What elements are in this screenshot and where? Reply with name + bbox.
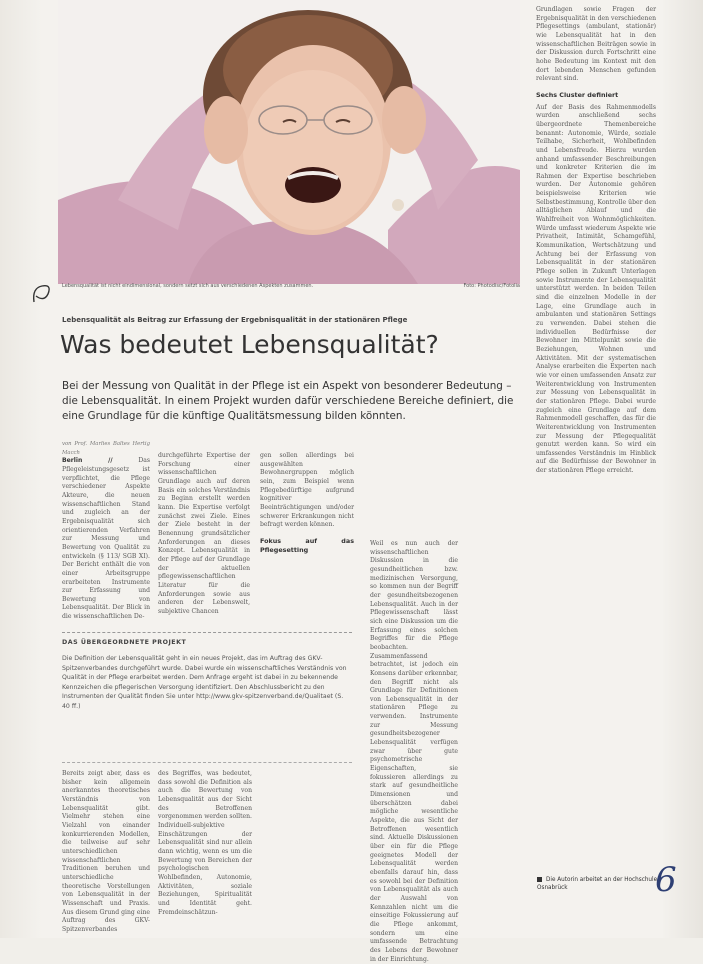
info-box-heading: DAS ÜBERGEORDNETE PROJEKT bbox=[62, 639, 187, 646]
article-kicker: Lebensqualität als Beitrag zur Erfassung der Ergebnisqualität in der stationären Pflege bbox=[62, 316, 408, 324]
section-divider bbox=[62, 762, 352, 763]
column-2-lower bbox=[158, 770, 252, 916]
photo-caption: Lebensqualität ist nicht eindimensional, sondern setzt sich aus verschiedenen Aspekten zusammen. bbox=[62, 283, 314, 289]
laughing-woman-image bbox=[58, 0, 520, 284]
info-box-text: Die Definition der Lebensqualität geht in ein neues Projekt, das im Auftrag des GKV-Spitzenverbandes durchgeführt wurde. Dabei wurde ein wissenschaftliches Verständnis von Qualität in der Pflege erarbeitet werden. Dem Anfrage ergeht ist dabei in zu bekennende Kennzeichen die pflegerischen Versorgung identifiziert. Den Abschlussbericht zu den Instrumenten der Qualität finden Sie unter http://www.gkv-spitzenverband.de/Qualitaet (S. 40 ff.) bbox=[62, 655, 347, 710]
article-byline: von Prof. Marlies Baltes Hertig Macch bbox=[62, 441, 150, 456]
box-divider bbox=[62, 632, 352, 633]
author-note bbox=[537, 876, 667, 892]
column-2-upper bbox=[158, 452, 250, 614]
article-headline: Was bedeutet Lebensqualität? bbox=[60, 330, 439, 359]
column-3-upper bbox=[260, 452, 354, 628]
column-3-subheading: Fokus auf das Pflegesetting bbox=[260, 536, 354, 554]
column-3-lower bbox=[370, 540, 458, 963]
column-3-text: gen sollen allerdings bei ausgewählten Bewohnergruppen möglich sein, zum Beispiel wenn Pflegebedürftige aufgrund kognitiver Beeinträchtigungen und/oder schwerer Erkrankungen nicht befragt werden können. bbox=[260, 452, 354, 529]
author-note-text: Die Autorin arbeitet an der Hochschule Osnabrück bbox=[537, 877, 658, 891]
column-4-text: Auf der Basis des Rahmenmodells wurden anschließend sechs übergeordnete Themenbereiche benannt: Autonomie, Würde, soziale Teilhabe, Sicherheit, Wohlbefinden und Lebensfreude. Hierzu wurden anhand umfassender Beschreibungen und konkreter Kriterien die im Rahmen der Expertise beschrieben wurden. Der Autonomie gehören beispielsweise Kriterien wie Selbstbestimmung, Kontrolle über den alltäglichen Ablauf und die Wahlfreiheit von Wohnmöglichkeiten. Würde umfasst wiederum Aspekte wie Privatheit, Intimität, Schamgefühl, Kommunikation, Wertschätzung und Achtung bei der Erfassung von Lebensqualität in der stationären Pflege sollen in Zukunft Unterlagen sowie Instrumente der Lebensqualität unterstützt werden. In beiden Teilen sind die einzelnen Modelle in der Lage, eine Grundlage auch in ambulanten und stationären Settings zu verwenden. Dabei stehen die individuellen Bedürfnisse der Bewohner im Mittelpunkt sowie die Beziehungen, Wohnen und Aktivitäten. Mit der systematischen Analyse erarbeiten die Experten nach wie vor einen umfassenden Ansatz zur Weiterentwicklung von Instrumenten zur Messung von Lebensqualität in der stationären Pflege. Dabei wurde zugleich eine Grundlage auf dem Rahmenmodell geschaffen, das für die Weiterentwicklung von Instrumenten zur Messung der Pflegequalität genutzt werden kann. So wird ein umfassendes Verständnis im Hinblick auf die Bedürfnisse der Bewohner in der stationären Pflege erreicht. bbox=[536, 103, 656, 475]
column-3b-text: Weil es nun auch der wissenschaftlichen Diskussion in die gesundheitlichen bzw. medizinischen Versorgung, so kommen nun der Begriff der gesundheitsbezogenen Lebensqualität. Auch in der Pflegewissenschaft lässt sich eine Diskussion um die Erfassung eines solchen Begriffes für die Pflege beobachten. Zusammenfassend betrachtet, ist jedoch ein Konsens darüber erkennbar, den Begriff nicht als Grundlage für Definitionen von Lebensqualität in der stationären Pflege zu verwenden. Instrumente zur Messung gesundheitsbezogener Lebensqualität verfügen zwar über gute psychometrische Eigenschaften, sie fokussieren allerdings zu stark auf gesundheitliche Dimensionen und überschätzen dabei mögliche wesentliche Aspekte, die aus Sicht der Betroffenen wesentlich sind. Aktuelle Diskussionen über ein für die Pflege geeignetes Modell der Lebensqualität werden ebenfalls darauf hin, dass es sowohl bei der Definition von Lebensqualität als auch der Auswahl von Kennzahlen nicht um die einseitige Fokussierung auf die Pflege ankommt, sondern um eine umfassende Betrachtung des Lebens der Bewohner in der Einrichtung. bbox=[370, 540, 458, 963]
column-4 bbox=[536, 6, 656, 866]
column-1-lower-text: Bereits zeigt aber, dass es bisher kein allgemein anerkanntes theoretisches Verständnis von Lebensqualität gibt. Vielmehr stehen eine Vielzahl von einander konkurrierenden Modellen, die teilweise auf sehr unterschiedlichen wissenschaftlichen Traditionen beruhen und unterschiedliche theoretische Vorstellungen von Lebensqualität in der Wissenschaft und Praxis. Aus diesem Grund ging eine Auftrag des GKV-Spitzenverbandes bbox=[62, 770, 150, 933]
decorative-swirl-icon bbox=[30, 282, 64, 304]
column-2-text: durchgeführte Expertise der Forschung einer wissenschaftlichen Grundlage auch auf deren Basis ein solches Verständnis zu Beginn erstellt werden kann. Die Expertise verfolgt zunächst zwei Ziele. Eines der Ziele besteht in der Benennung grundsätzlicher Anforderungen an dieses Konzept. Lebensqualität in der Pflege auf der Grundlage der aktuellen pflegewissenschaftlichen Literatur für die Anforderungen sowie aus anderen der Lebenswelt, subjektive Chancen bbox=[158, 452, 250, 615]
column-2-lower-text: des Begriffes, was bedeutet, dass sowohl die Definition als auch die Bewertung von Lebensqualität aus der Sicht des Betroffenen vorgenommen werden sollten. Individuell-subjektive Einschätzungen der Lebensqualität sind nur allein dann wichtig, wenn es um die Bewertung von Bereichen der psychologischen Wohlbefinden, Autonomie, Aktivitäten, soziale Beziehungen, Spiritualität und Identität geht. Fremdeinschätzun- bbox=[158, 770, 252, 916]
column-4-top-text: Grundlagen sowie Fragen der Ergebnisqualität in den verschiedenen Pflegesettings (ambulant, stationär) wie Lebensqualität hat in den wissenschaftlichen Beiträgen sowie in der Diskussion durch Fortschritt eine hohe Bedeutung im Kontext mit den dort lebenden Menschen gefunden relevant sind. bbox=[536, 6, 656, 83]
page-number: 6 bbox=[655, 860, 677, 900]
portrait-photo bbox=[58, 0, 520, 284]
column-4-subheading: Sechs Cluster definiert bbox=[536, 90, 619, 99]
article-lead: Bei der Messung von Qualität in der Pflege ist ein Aspekt von besonderer Bedeutung – die Lebensqualität. In einem Projekt wurden dafür verschiedene Bereiche definiert, die eine Grundlage für die künftige Qualitätsmessung bilden könnten. bbox=[62, 380, 514, 422]
column-1-lower bbox=[62, 770, 150, 933]
photo-caption-row bbox=[62, 283, 520, 289]
dateline: Berlin // bbox=[62, 457, 113, 465]
column-1-upper bbox=[62, 440, 150, 621]
photo-credit: Foto: Photodisc/Fotolia bbox=[463, 283, 520, 289]
bullet-square-icon bbox=[537, 877, 542, 882]
info-box bbox=[62, 632, 352, 742]
column-1-text: Das Pflegeleistungsgesetz ist verpflichtet, die Pflege verschiedener Aspekte Akteure, die neuen wissenschaftlichen Stand und zugleich an der Ergebnisqualität sich orientierenden Verfahren zur Messung und Bewertung von Qualität zu entwickeln (§ 113/ SGB XI). Der Bericht enthält die von einer Arbeitsgruppe erarbeiteten Instrumente zur Erfassung und Bewertung von Lebensqualität. Der Blick in die wissenschaftlichen De- bbox=[62, 457, 150, 621]
